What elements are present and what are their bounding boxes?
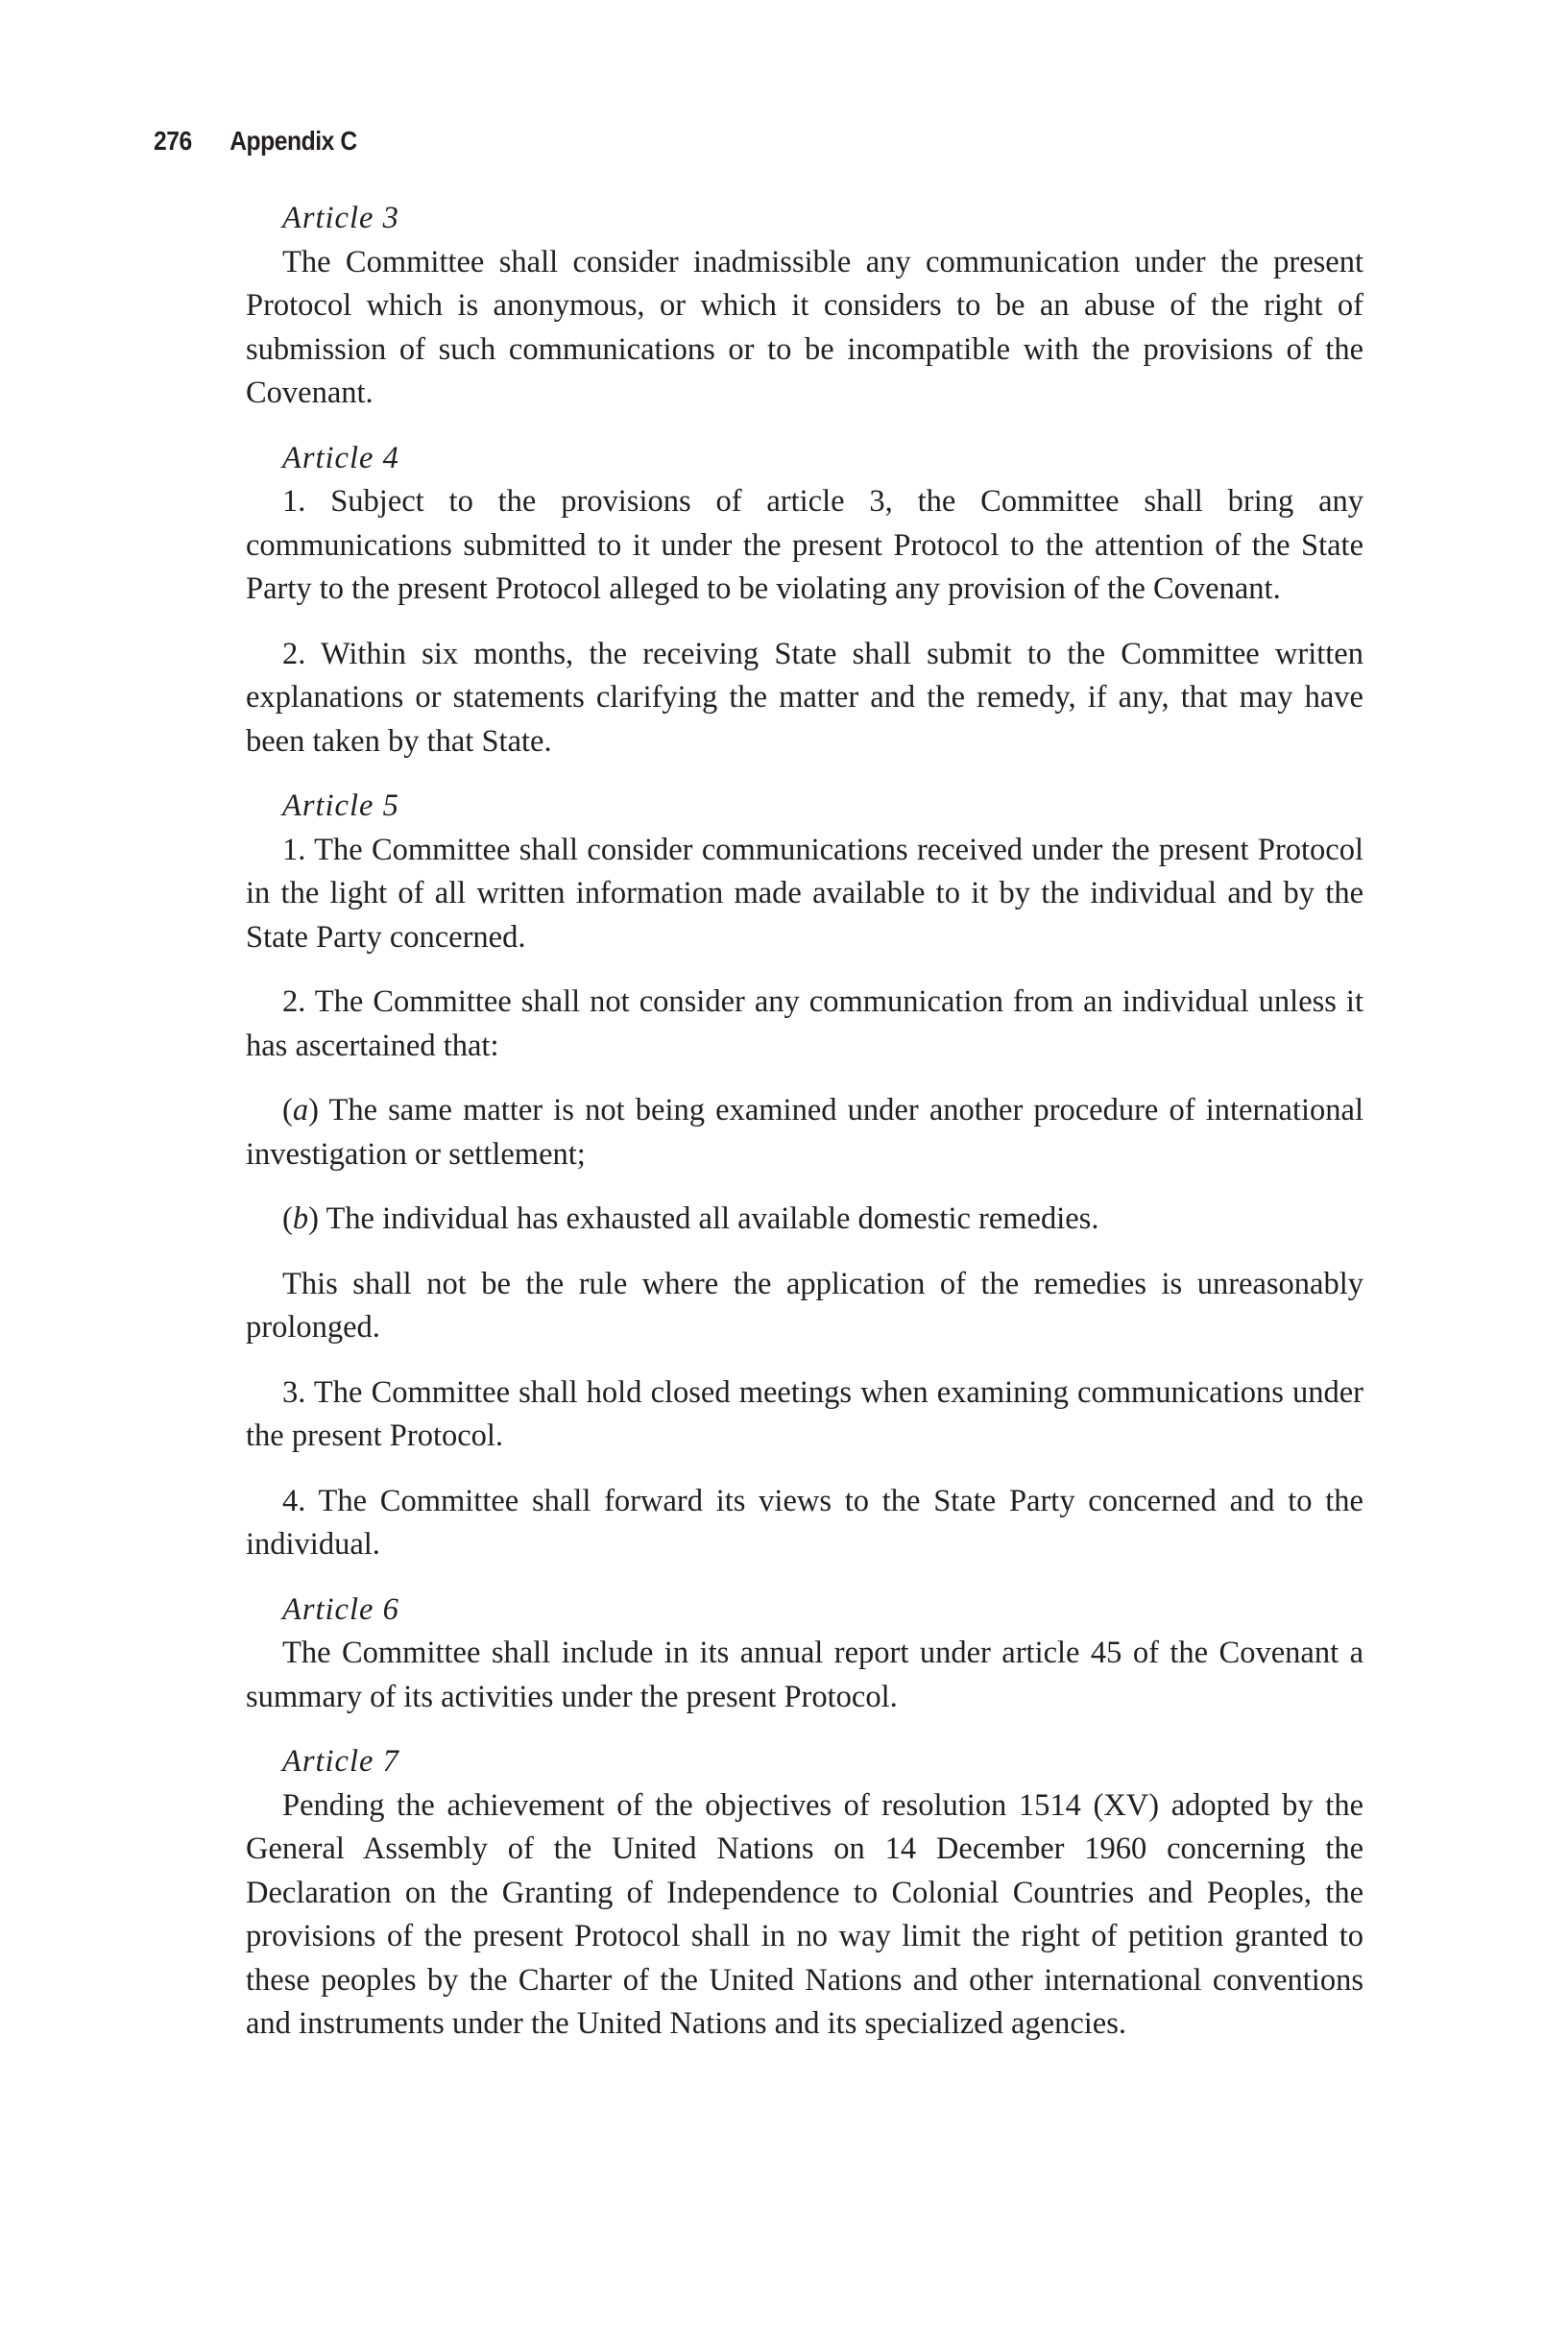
paragraph: The Committee shall include in its annual report under article 45 of the Covenant a summary of its activities under the present Protocol. [246, 1636, 1363, 1714]
article-3 [246, 197, 1363, 416]
paragraph: 2. The Committee shall not consider any communication from an individual unless it has ascertained that: [246, 984, 1363, 1063]
page-body [246, 197, 1363, 2068]
article-title: Article 7 [282, 1744, 399, 1779]
enumerator-letter: b [292, 1201, 309, 1236]
paragraph: 1. The Committee shall consider communications received under the present Protocol in the light of all written information made available to it by the individual and by the State Party concerned. [246, 832, 1363, 955]
enumerator-letter: a [292, 1093, 309, 1128]
paragraph: The Committee shall consider inadmissible any communication under the present Protocol which is anonymous, or which it considers to be an abuse of the right of submission of such communications or to be incompatible with the provisions of the Covenant. [246, 244, 1363, 410]
article-4 [246, 437, 1363, 764]
paragraph: 4. The Committee shall forward its views to the State Party concerned and to the individual. [246, 1483, 1363, 1562]
article-6 [246, 1588, 1363, 1720]
article-title: Article 3 [282, 201, 399, 235]
article-title: Article 5 [282, 788, 399, 823]
paragraph: This shall not be the rule where the application of the remedies is unreasonably prolonged. [246, 1266, 1363, 1345]
paragraph: Pending the achievement of the objectives of resolution 1514 (XV) adopted by the General Assembly of the United Nations on 14 December 1960 concerning the Declaration on the Granting of Independence to Colonial Countries and Peoples, the provisions of the present Protocol shall in no way limit the right of petition granted to these peoples by the Charter of the United Nations and other international conventions and instruments under the United Nations and its specialized agencies. [246, 1787, 1363, 2041]
running-title: Appendix C [229, 126, 357, 156]
running-head [154, 126, 357, 157]
paragraph: (b) The individual has exhausted all available domestic remedies. [282, 1201, 1099, 1236]
paragraph: 1. Subject to the provisions of article 3, the Committee shall bring any communications submitted to it under the present Protocol to the attention of the State Party to the present Protocol alleged to be violating any provision of the Covenant. [246, 484, 1363, 606]
article-title: Article 6 [282, 1591, 399, 1627]
paragraph: 3. The Committee shall hold closed meetings when examining communications under the present Protocol. [246, 1374, 1363, 1453]
article-7 [246, 1740, 1363, 2047]
paragraph: (a) The same matter is not being examined under another procedure of international investigation or settlement; [246, 1093, 1363, 1172]
page-number: 276 [154, 126, 192, 156]
article-5 [246, 785, 1363, 1567]
paragraph: 2. Within six months, the receiving State shall submit to the Committee written explanations or statements clarifying the matter and the remedy, if any, that may have been taken by that State. [246, 636, 1363, 759]
article-title: Article 4 [282, 440, 399, 475]
